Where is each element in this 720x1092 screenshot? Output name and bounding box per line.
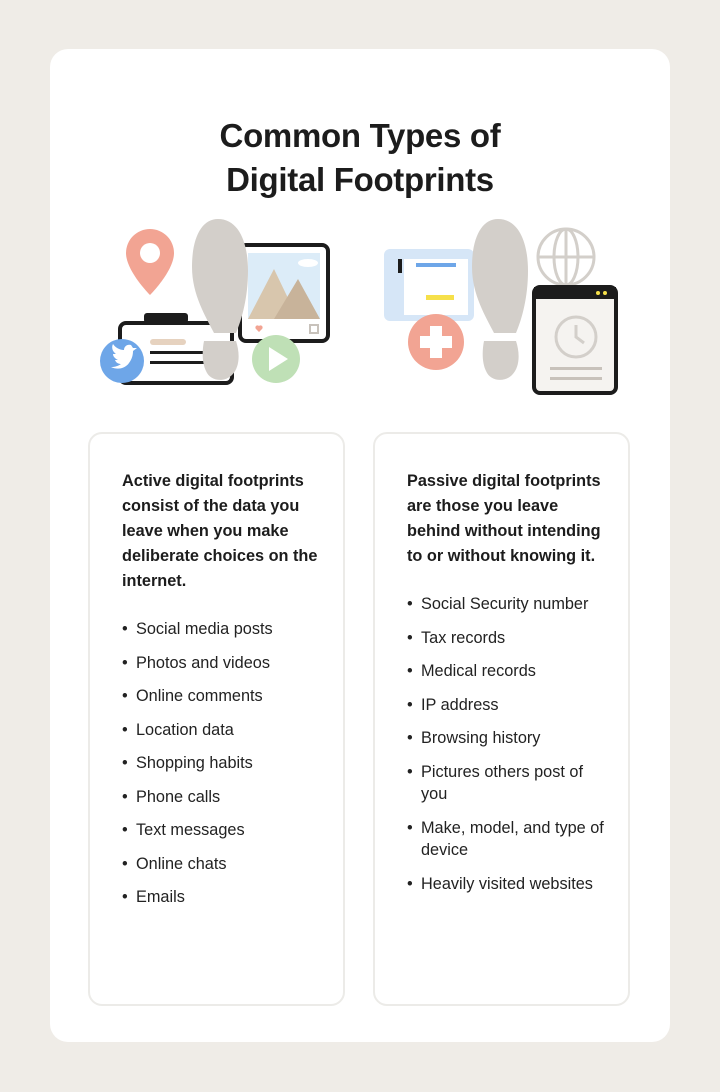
passive-footprints-panel [373,432,630,1006]
active-footprints-panel [88,432,345,1006]
footprint-icon [472,219,528,380]
active-items-list [90,618,343,909]
list-item: • Tax records [407,627,611,650]
play-icon [252,335,300,383]
photo-icon [240,245,328,341]
list-item: • Phone calls [122,786,326,809]
active-footprint-illustration [98,217,338,402]
list-item: • Online comments [122,685,326,708]
list-item: • Social Security number [407,593,611,616]
title-line-2: Digital Footprints [226,161,494,199]
list-item: • Browsing history [407,727,611,750]
list-item: • Social media posts [122,618,326,641]
list-item: • Make, model, and type of device [407,817,611,862]
infographic-card [50,49,670,1042]
passive-items-list [375,593,628,895]
list-item: • Shopping habits [122,752,326,775]
title-line-1: Common Types of [219,117,501,155]
list-item: • Online chats [122,853,326,876]
list-item: • Emails [122,886,326,909]
medical-cross-icon [408,314,464,370]
page-title [50,114,670,202]
twitter-bird-icon [100,339,144,383]
list-item: • Heavily visited websites [407,873,611,896]
passive-footprint-illustration [380,217,620,402]
list-item: • IP address [407,694,611,717]
list-item: • Medical records [407,660,611,683]
browser-history-icon [534,287,616,393]
list-item: • Location data [122,719,326,742]
passive-intro: Passive digital footprints are those you leave behind without intending to or without knowing it. [407,472,601,565]
globe-icon [538,229,594,285]
list-item: • Pictures others post of you [407,761,611,806]
list-item: • Text messages [122,819,326,842]
list-item: • Photos and videos [122,652,326,675]
document-icon [384,249,474,321]
active-intro: Active digital footprints consist of the data you leave when you make deliberate choices on the internet. [122,472,318,590]
location-pin-icon [126,229,174,295]
